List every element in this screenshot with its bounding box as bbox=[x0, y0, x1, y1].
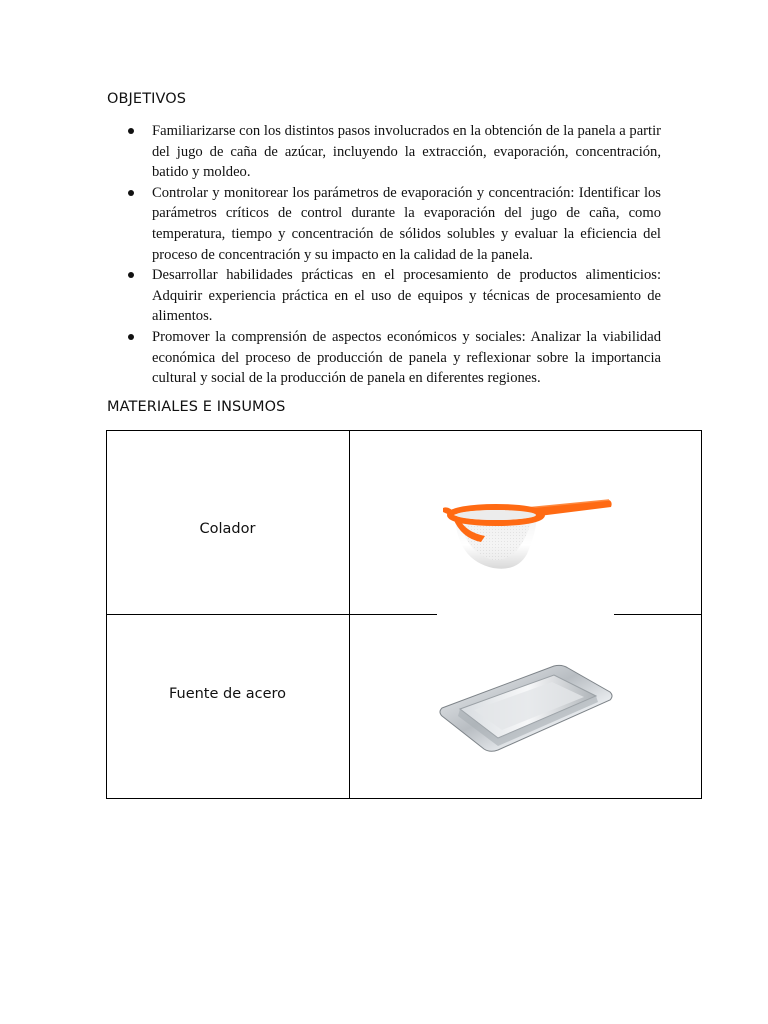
objective-item bbox=[107, 327, 661, 389]
objective-text: Familiarizarse con los distintos pasos involucrados en la obtención de la panela a partir del jugo de caña de azúcar, incluyendo la extracción, evaporación, concentración, batido y moldeo. bbox=[152, 123, 661, 181]
steel-tray-icon bbox=[438, 662, 614, 754]
bullet-icon bbox=[128, 334, 134, 340]
table-row-divider bbox=[614, 614, 702, 615]
materials-heading: MATERIALES E INSUMOS bbox=[107, 399, 286, 415]
table-border-top bbox=[106, 430, 702, 431]
objective-text: Promover la comprensión de aspectos económicos y sociales: Analizar la viabilidad económica del proceso de producción de panela y reflexionar sobre la importancia cultural y social de la producción de panela en diferentes regiones. bbox=[152, 328, 661, 387]
objective-text: Controlar y monitorear los parámetros de evaporación y concentración: Identificar los parámetros críticos de control durante la evaporación del jugo de caña, como temperatura, tiempo y concentración de sólidos solubles y evaluar la eficiencia del proceso de concentración y su impacto en la calidad de la panela. bbox=[152, 184, 661, 263]
objectives-list bbox=[107, 121, 661, 389]
bullet-icon bbox=[128, 190, 134, 196]
objective-item bbox=[107, 183, 661, 265]
objective-item bbox=[107, 265, 661, 327]
table-border-bottom bbox=[106, 798, 702, 799]
strainer-image bbox=[441, 490, 617, 580]
materials-table bbox=[106, 430, 702, 799]
bullet-icon bbox=[128, 128, 134, 134]
objective-item bbox=[107, 121, 661, 183]
table-row-divider bbox=[106, 614, 437, 615]
objectives-heading: OBJETIVOS bbox=[107, 91, 187, 107]
steel-tray-image bbox=[438, 662, 614, 754]
bullet-icon bbox=[128, 272, 134, 278]
strainer-icon bbox=[441, 490, 617, 580]
material-name: Fuente de acero bbox=[168, 686, 287, 702]
objective-text: Desarrollar habilidades prácticas en el procesamiento de productos alimenticios: Adquirir experiencia práctica en el uso de equipos y técnicas de procesamiento de alimentos. bbox=[152, 267, 661, 325]
material-name: Colador bbox=[199, 521, 256, 537]
